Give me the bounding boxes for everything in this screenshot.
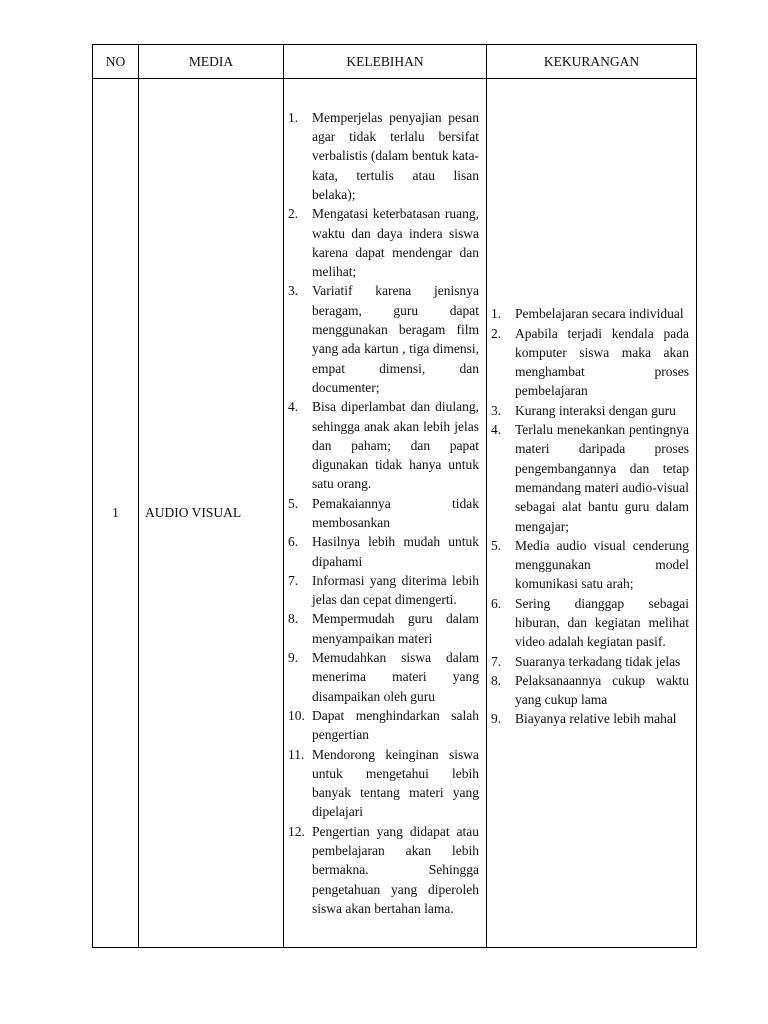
item-text: Kurang interaksi dengan guru [515, 402, 676, 418]
item-text: Hasilnya lebih mudah untuk dipahami [312, 534, 479, 569]
list-item [491, 671, 689, 710]
item-number: 3. [288, 283, 299, 299]
list-item [288, 397, 479, 493]
list-item [288, 204, 479, 281]
item-text: Mendorong keinginan siswa untuk mengetahui lebih banyak tentang materi yang dipelajari [312, 746, 479, 820]
kelebihan-list [288, 108, 479, 918]
item-number: 1. [491, 306, 502, 322]
item-number: 10. [288, 707, 305, 723]
row-number: 1 [93, 79, 139, 948]
item-text: Memperjelas penyajian pesan agar tidak terlalu bersifat verbalistis (dalam bentuk kata-kata, tertulis atau lisan belaka); [312, 109, 479, 202]
item-number: 5. [288, 495, 299, 511]
item-text: Apabila terjadi kendala pada komputer siswa maka akan menghambat proses pembelajaran [515, 325, 689, 399]
item-text: Pengertian yang didapat atau pembelajaran akan lebih bermakna. Sehingga pengetahuan yang diperoleh siswa akan bertahan lama. [312, 823, 479, 916]
header-media: MEDIA [139, 45, 284, 79]
item-text: Informasi yang diterima lebih jelas dan cepat dimengerti. [312, 572, 479, 608]
media-comparison-table [92, 44, 697, 948]
item-text: Pelaksanaannya cukup waktu yang cukup lama [515, 672, 689, 708]
header-kelebihan: KELEBIHAN [284, 45, 487, 79]
item-text: Pembelajaran secara individual [515, 306, 684, 322]
header-no: NO [93, 45, 139, 79]
item-number: 5. [491, 537, 502, 553]
list-item [491, 536, 689, 594]
item-number: 1. [288, 109, 299, 125]
media-name: AUDIO VISUAL [139, 79, 284, 948]
item-number: 4. [491, 422, 502, 438]
list-item [491, 304, 689, 323]
kekurangan-list [491, 304, 689, 729]
item-text: Suaranya terkadang tidak jelas [515, 653, 681, 669]
list-item [288, 648, 479, 706]
item-number: 8. [491, 672, 502, 688]
item-number: 2. [491, 325, 502, 341]
list-item [491, 324, 689, 401]
item-number: 3. [491, 402, 502, 418]
item-text: Terlalu menekankan pentingnya materi daripada proses pengembangannya dan tetap memandang materi audio-visual sebagai alat bantu guru dalam mengajar; [515, 422, 689, 534]
list-item [288, 706, 479, 745]
table-row [93, 79, 697, 948]
list-item [491, 594, 689, 652]
item-number: 4. [288, 399, 299, 415]
header-row [93, 45, 697, 79]
item-number: 11. [288, 746, 305, 762]
list-item [491, 401, 689, 420]
item-text: Dapat menghindarkan salah pengertian [312, 707, 479, 743]
item-text: Sering dianggap sebagai hiburan, dan kegiatan melihat video adalah kegiatan pasif. [515, 595, 689, 650]
list-item [288, 108, 479, 204]
list-item [288, 745, 479, 822]
list-item [288, 281, 479, 397]
list-item [491, 709, 689, 728]
item-number: 6. [288, 534, 299, 550]
item-number: 8. [288, 611, 299, 627]
list-item [491, 652, 689, 671]
kelebihan-cell [284, 79, 487, 948]
item-text: Biayanya relative lebih mahal [515, 711, 677, 727]
kekurangan-cell [487, 79, 697, 948]
list-item [288, 571, 479, 610]
item-number: 7. [491, 653, 502, 669]
header-kekurangan: KEKURANGAN [487, 45, 697, 79]
item-number: 9. [288, 650, 299, 666]
item-text: Mengatasi keterbatasan ruang, waktu dan daya indera siswa karena dapat mendengar dan melihat; [312, 206, 479, 280]
item-number: 7. [288, 572, 299, 588]
item-number: 2. [288, 206, 299, 222]
list-item [288, 609, 479, 648]
list-item [491, 420, 689, 536]
list-item [288, 494, 479, 533]
item-text: Variatif karena jenisnya beragam, guru dapat menggunakan beragam film yang ada kartun , tiga dimensi, empat dimensi, dan documenter; [312, 283, 479, 395]
item-text: Media audio visual cenderung menggunakan model komunikasi satu arah; [515, 537, 689, 592]
item-text: Memudahkan siswa dalam menerima materi yang disampaikan oleh guru [312, 650, 479, 704]
list-item [288, 822, 479, 918]
item-text: Bisa diperlambat dan diulang, sehingga anak akan lebih jelas dan paham; dan papat digunakan tidak hanya untuk satu orang. [312, 399, 479, 492]
item-number: 9. [491, 711, 502, 727]
item-number: 6. [491, 595, 502, 611]
list-item [288, 532, 479, 571]
item-text: Pemakaiannya tidak membosankan [312, 495, 479, 530]
item-number: 12. [288, 823, 305, 839]
item-text: Mempermudah guru dalam menyampaikan materi [312, 611, 479, 646]
